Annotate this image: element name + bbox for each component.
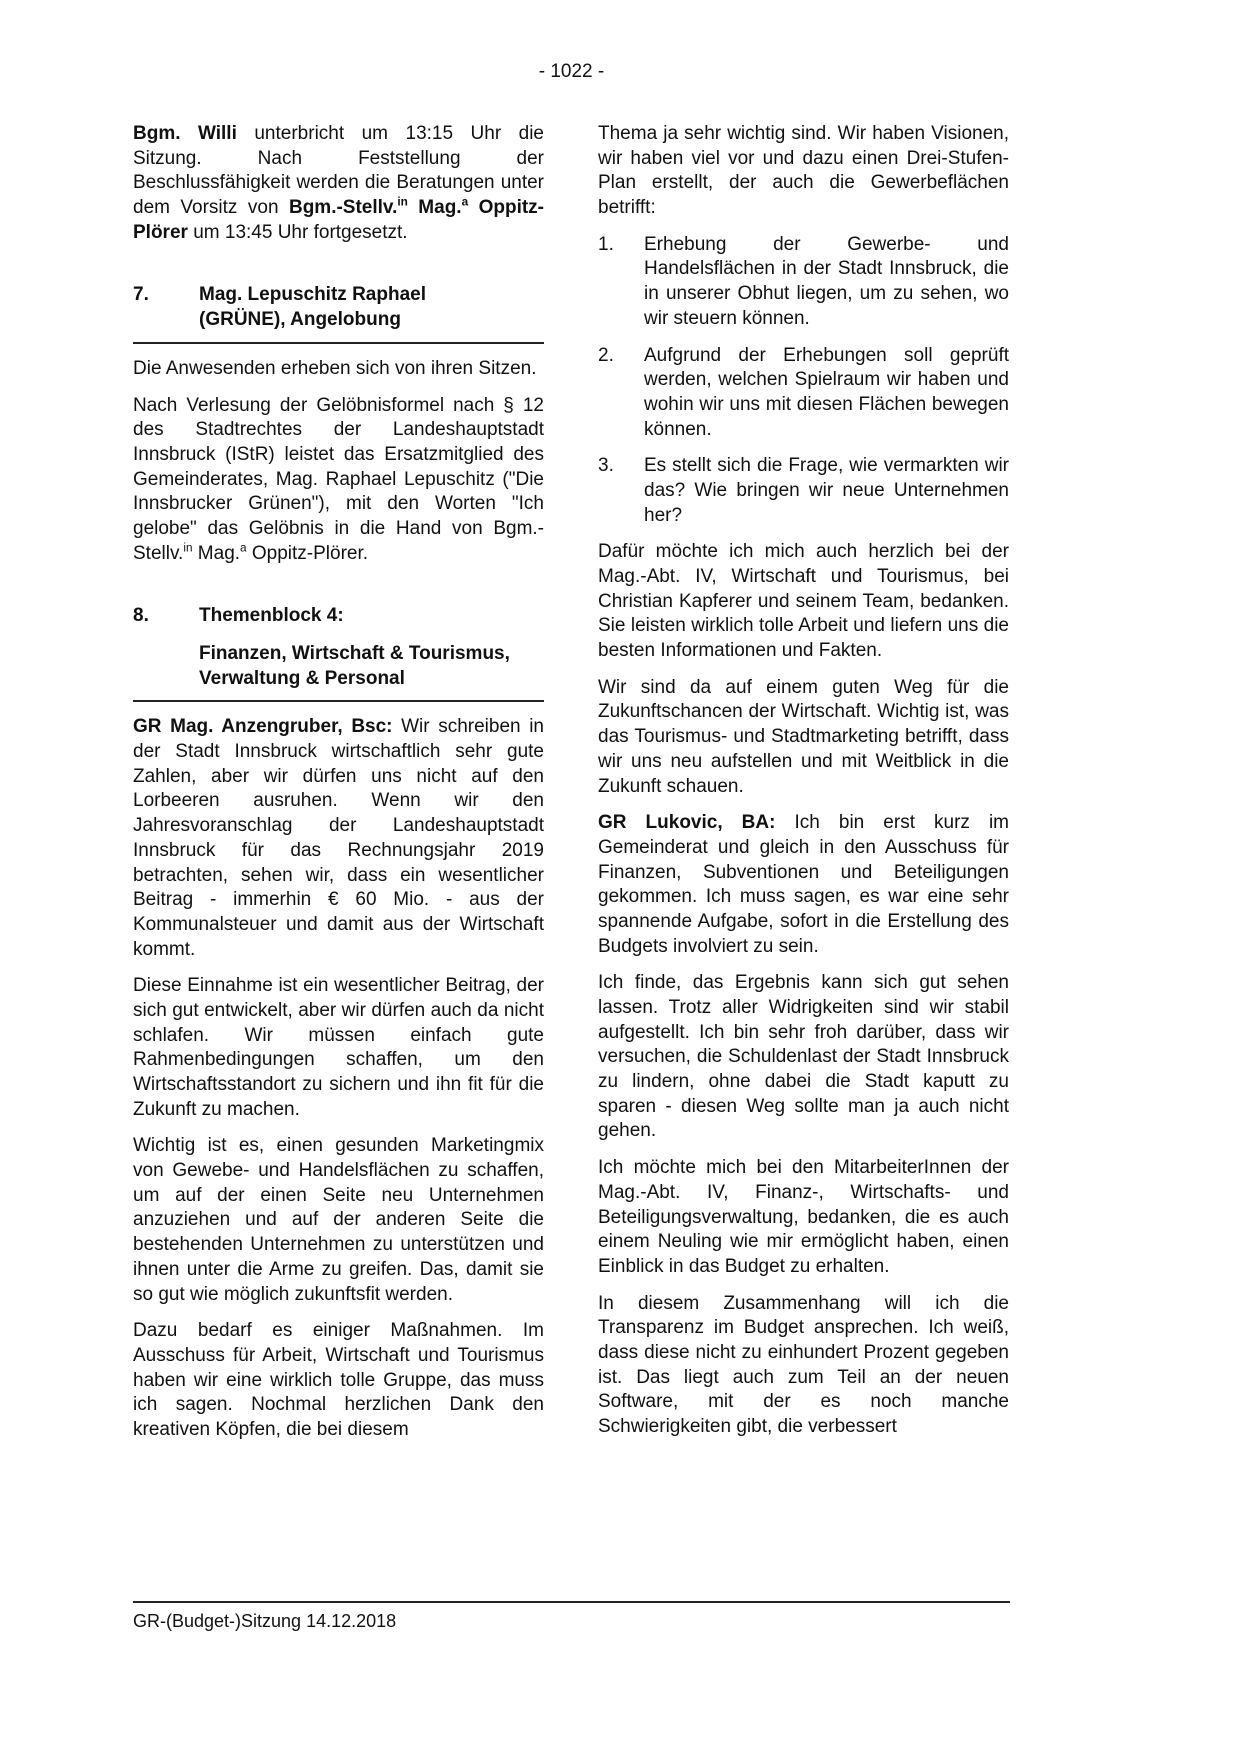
list-item-1 bbox=[598, 233, 1009, 332]
left-column bbox=[133, 122, 544, 1455]
list-item-2 bbox=[598, 344, 1009, 443]
paragraph-geloebnis: Nach Verlesung der Gelöbnisformel nach § 12 des Stadtrechtes der Landeshauptstadt Innsbruck (IStR) leistet das Ersatzmitglied des Gemeinderates, Mag. Raphael Lepuschitz ("Die Innsbrucker Grünen"), mit den Worten "Ich gelobe" das Gelöbnis in die Hand von Bgm.-Stellv.$^{in}$ Mag.$^a$ Oppitz-Plörer. bbox=[133, 394, 544, 564]
paragraph-marketingmix: Wichtig ist es, einen gesunden Marketingmix von Gewebe- und Handelsflächen zu schaffen, um auf der einen Seite neu Unternehmen anzuziehen und auf der anderen Seite die bestehenden Unternehmen zu unterstützen und ihnen unter die Arme zu greifen. Das, damit sie so gut wie möglich zukunftsfit werden. bbox=[133, 1135, 544, 1305]
section-7-heading bbox=[133, 283, 544, 343]
list-item-2-text: Aufgrund der Erhebungen soll geprüft werden, welchen Spielraum wir haben und wohin wir uns mit diesen Flächen bewegen können. bbox=[644, 344, 1009, 440]
paragraph-dank-magabt: Dafür möchte ich mich auch herzlich bei der Mag.-Abt. IV, Wirtschaft und Tourismus, bei Christian Kapferer und seinem Team, bedanken. Sie leisten wirklich tolle Arbeit und liefern uns die besten Informationen und Fakten. bbox=[598, 541, 1009, 662]
paragraph-anwesende: Die Anwesenden erheben sich von ihren Sitzen. bbox=[133, 357, 537, 379]
list-item-3-text: Es stellt sich die Frage, wie vermarkten wir das? Wie bringen wir neue Unternehmen her? bbox=[644, 455, 1009, 526]
section-8-number: 8. bbox=[133, 605, 149, 627]
paragraph-thema: Thema ja sehr wichtig sind. Wir haben Visionen, wir haben viel vor und dazu einen Drei-Stufen-Plan erstellt, der auch die Gewerbeflächen betrifft: bbox=[598, 123, 1009, 219]
paragraph-mitarbeiter-dank: Ich möchte mich bei den MitarbeiterInnen der Mag.-Abt. IV, Finanz-, Wirtschafts- und Beteiligungsverwaltung, bedanken, die es auch einem Neuling wie mir ermöglicht haben, einen Einblick in das Budget zu erhalten. bbox=[598, 1157, 1009, 1277]
paragraph-session-interruption: Bgm. Willi unterbricht um 13:15 Uhr die Sitzung. Nach Feststellung der Beschlussfähigkeit werden die Beratungen unter dem Vorsitz von Bgm.-Stellv.$^{in}$ Mag.$^a$ Oppitz-Plörer um 13:45 Uhr fortgesetzt. bbox=[133, 123, 545, 243]
page-header bbox=[133, 60, 1010, 85]
paragraph-anzengruber-speech: GR Mag. Anzengruber, Bsc: Wir schreiben in der Stadt Innsbruck wirtschaftlich sehr gute Zahlen, aber wir dürfen uns nicht auf den Lorbeeren ausruhen. Wenn wir den Jahresvoranschlag der Landeshauptstadt Innsbruck für das Rechnungsjahr 2019 betrachten, sehen wir, dass ein wesentlicher Beitrag - immerhin € 60 Mio. - aus der Kommunalsteuer und damit aus der Wirtschaft kommt. bbox=[133, 716, 544, 960]
paragraph-lukovic-speech: GR Lukovic, BA: Ich bin erst kurz im Gemeinderat und gleich in den Ausschuss für Finanzen, Subventionen und Beteiligungen gekommen. Ich muss sagen, es war eine sehr spannende Aufgabe, sofort in die Erstellung des Budgets involviert zu sein. bbox=[598, 812, 1010, 957]
numbered-list bbox=[598, 233, 1009, 529]
section-8-title: Themenblock 4: bbox=[199, 605, 344, 627]
section-7-title: Mag. Lepuschitz Raphael (GRÜNE), Angelobung bbox=[199, 284, 426, 331]
paragraph-massnahmen: Dazu bedarf es einiger Maßnahmen. Im Ausschuss für Arbeit, Wirtschaft und Tourismus haben wir eine wirklich tolle Gruppe, das muss ich sagen. Nochmal herzlichen Dank den kreativen Köpfen, die bei diesem bbox=[133, 1320, 544, 1440]
page-footer bbox=[133, 1601, 1010, 1633]
page-content bbox=[133, 122, 1010, 1455]
right-column bbox=[598, 122, 1009, 1452]
footer-text: GR-(Budget-)Sitzung 14.12.2018 bbox=[133, 1611, 397, 1631]
section-8-subtitle: Finanzen, Wirtschaft & Tourismus, Verwaltung & Personal bbox=[199, 643, 510, 689]
list-item-1-text: Erhebung der Gewerbe- und Handelsflächen in der Stadt Innsbruck, die in unserer Obhut liegen, um zu sehen, wo wir steuern können. bbox=[644, 233, 1009, 329]
section-7-number: 7. bbox=[133, 284, 149, 306]
list-item-1-number: 1. bbox=[598, 233, 614, 255]
paragraph-ergebnis: Ich finde, das Ergebnis kann sich gut sehen lassen. Trotz aller Widrigkeiten sind wir stabil aufgestellt. Ich bin sehr froh darüber, dass wir versuchen, die Schuldenlast der Stadt Innsbruck zu lindern, ohne dabei die Stadt kaputt zu sparen - diesen Weg sollte man ja auch nicht gehen. bbox=[598, 972, 1009, 1142]
paragraph-zukunftschancen: Wir sind da auf einem guten Weg für die Zukunftschancen der Wirtschaft. Wichtig ist, was das Tourismus- und Stadtmarketing betrifft, dass wir uns neu aufstellen und mit Weitblick in die Zukunft schauen. bbox=[598, 676, 1009, 797]
section-8-heading bbox=[133, 604, 544, 702]
list-item-2-number: 2. bbox=[598, 344, 614, 366]
list-item-3 bbox=[598, 454, 1009, 528]
paragraph-einnahme: Diese Einnahme ist ein wesentlicher Beitrag, der sich gut entwickelt, aber wir dürfen auch da nicht schlafen. Wir müssen einfach gute Rahmenbedingungen schaffen, um den Wirtschaftsstandort zu sichern und ihn fit für die Zukunft zu machen. bbox=[133, 975, 544, 1120]
list-item-3-number: 3. bbox=[598, 455, 614, 477]
paragraph-transparenz: In diesem Zusammenhang will ich die Transparenz im Budget ansprechen. Ich weiß, dass diese nicht zu einhundert Prozent gegeben ist. Das liegt auch zum Teil an der neuen Software, mit der es noch manche Schwierigkeiten gibt, die verbessert bbox=[598, 1292, 1009, 1437]
page-number: - 1022 - bbox=[538, 61, 605, 82]
